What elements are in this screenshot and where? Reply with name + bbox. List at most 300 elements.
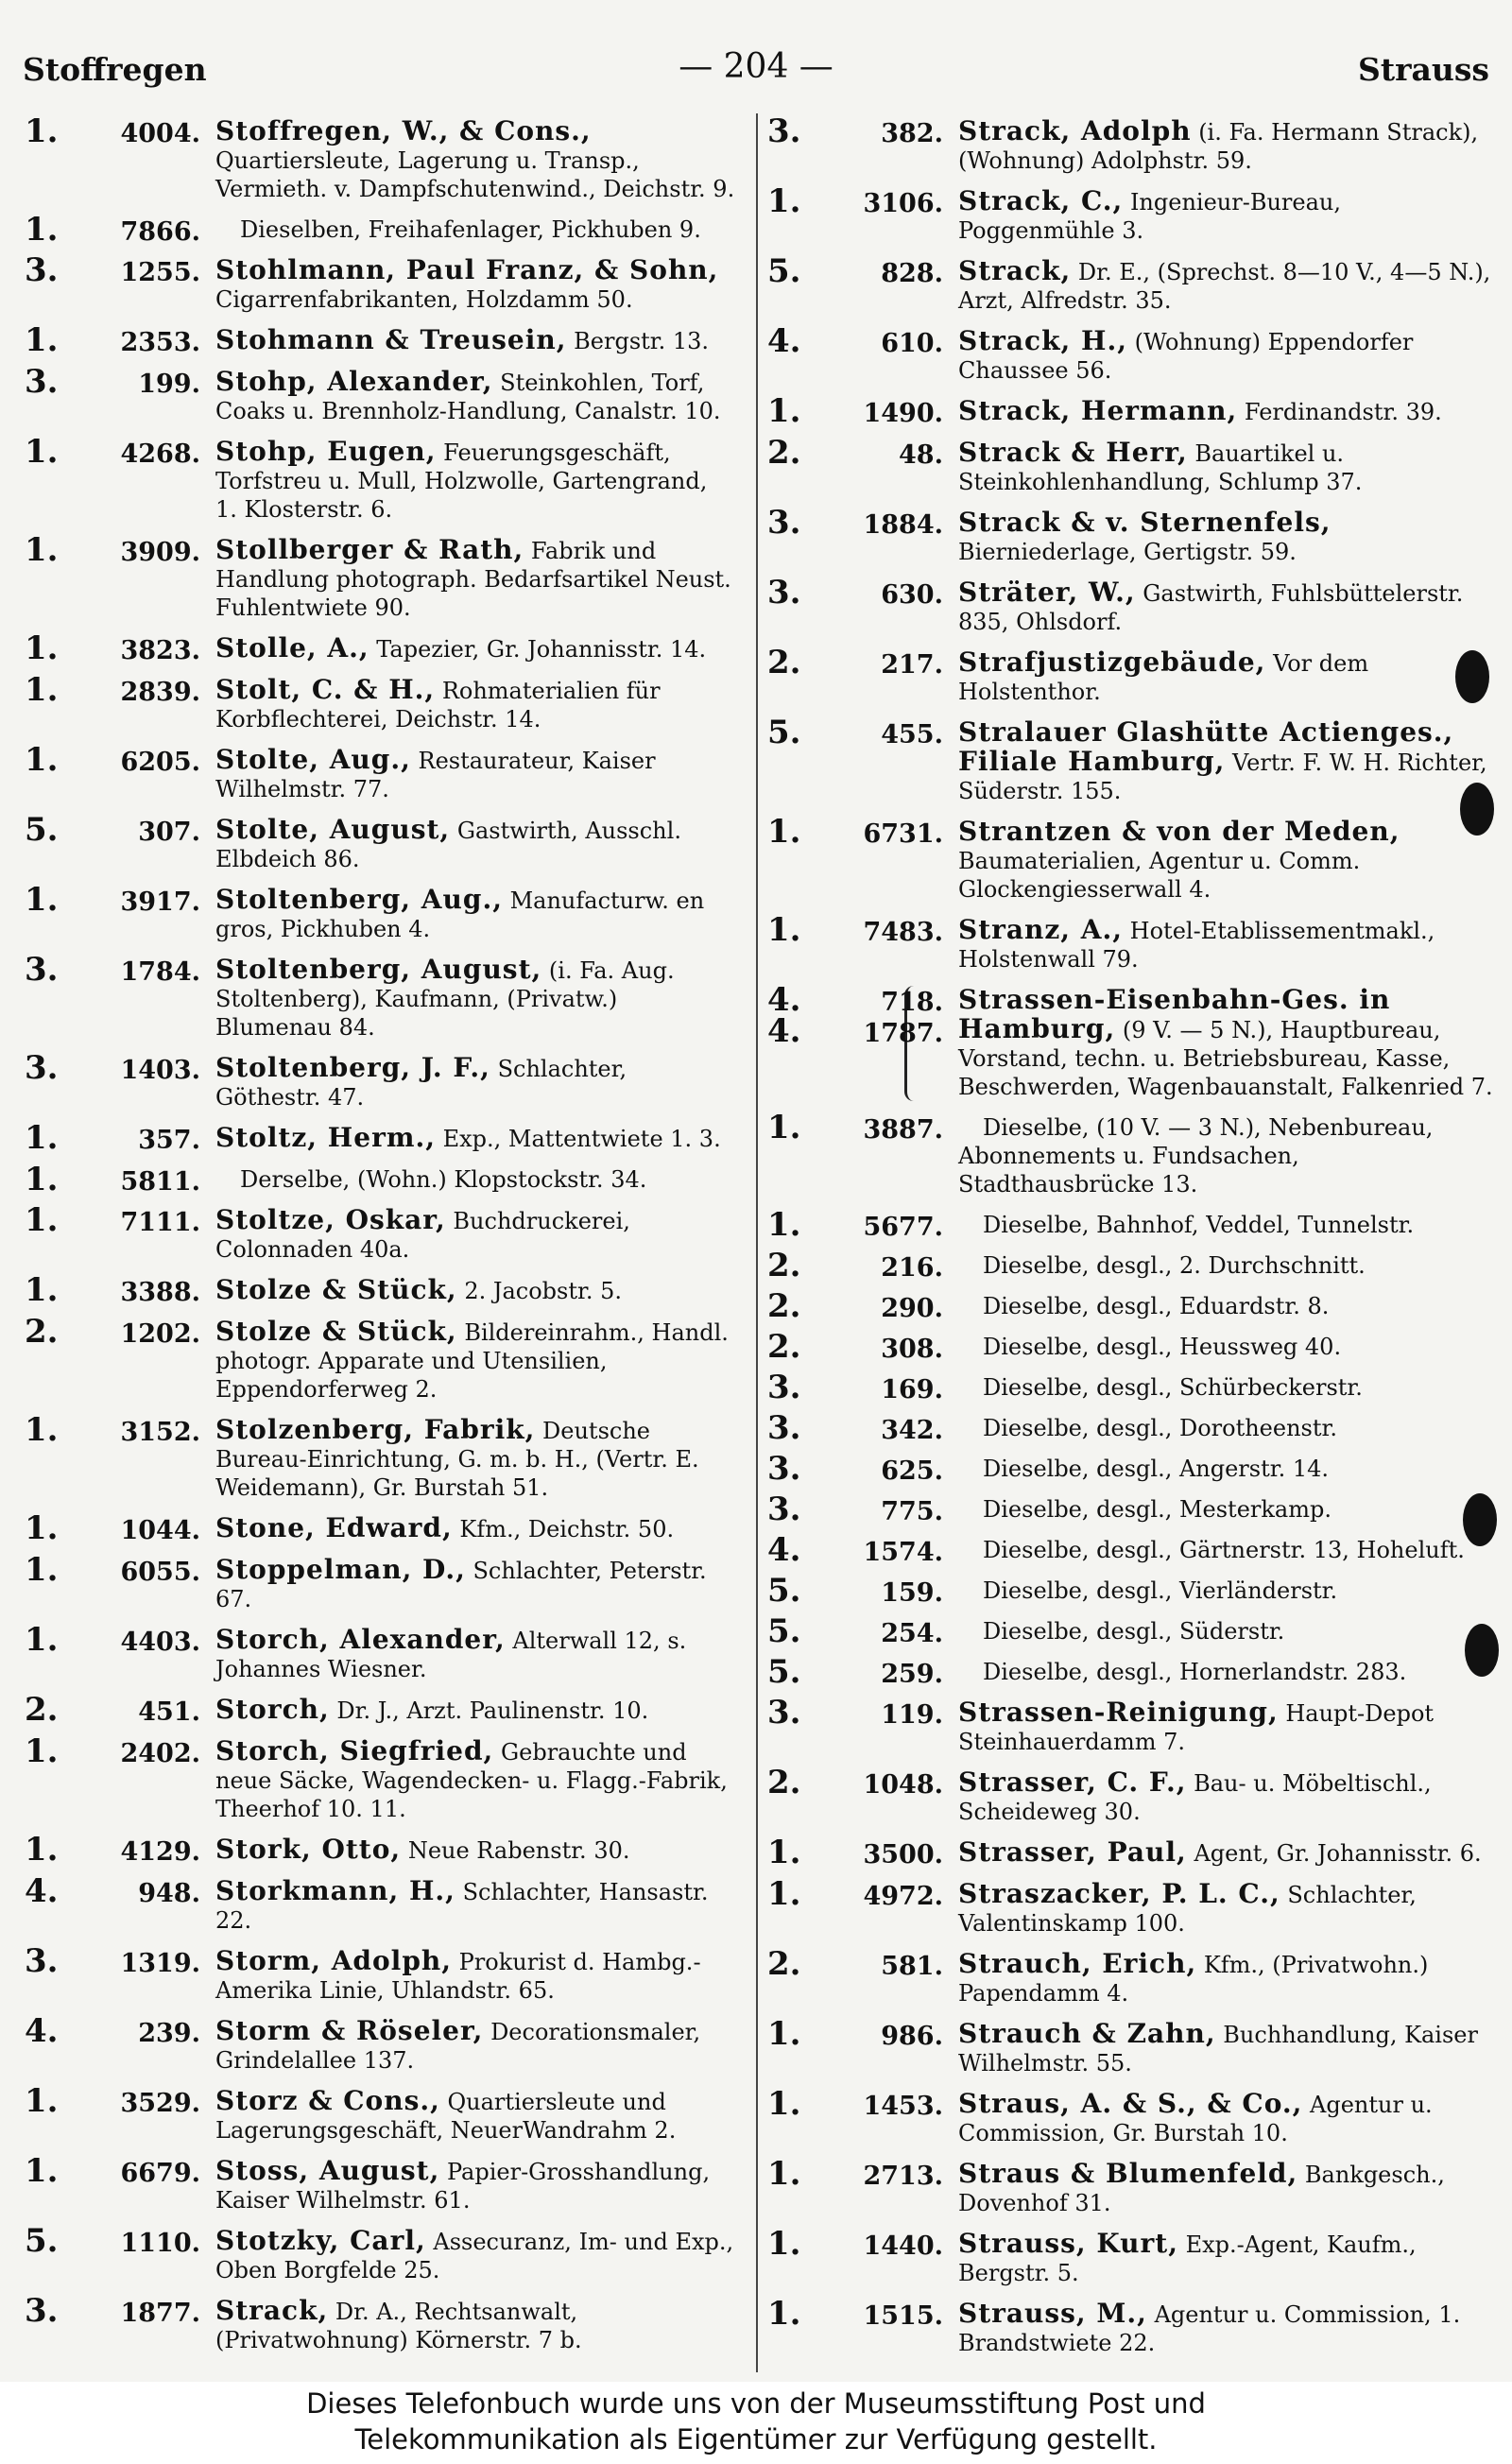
entry-number-block [25,2082,206,2120]
subscriber-name: Stolte, August, [215,814,451,845]
phone-number: 630. [881,580,943,610]
subscriber-name: Stranz, A., [958,914,1124,945]
entry-description: Cigarrenfabrikanten, Holzdamm 50. [215,286,633,313]
directory-entry [767,1247,1493,1284]
subscriber-name: Stohmann & Treusein, [215,324,567,355]
directory-entry [767,392,1493,430]
directory-entry [25,1551,735,1613]
entry-number-block [25,1551,206,1589]
exchange-zone: 3. [767,112,801,150]
entry-description: Exp.-Agent, Kaufm., Bergstr. 5. [958,2231,1417,2286]
subscriber-name: Strack, Adolph [958,115,1192,146]
phone-number: 6205. [120,748,200,777]
exchange-zone: 2. [767,644,801,681]
directory-entry [25,1732,735,1823]
phone-number: 1453. [863,2092,943,2121]
directory-entry [767,322,1493,385]
subscriber-name: Strack, C., [958,185,1124,216]
entry-description: 2. Jacobstr. 5. [464,1278,622,1304]
entry-description: Schlachter, Göthestr. 47. [215,1056,627,1111]
entry-number-block [767,1247,949,1284]
entry-description: Assecuranz, Im- und Exp., Oben Borgfelde 25. [215,2229,734,2283]
exchange-zone: 3. [25,363,59,401]
entry-description: Haupt-Depot Steinhauerdamm 7. [958,1700,1435,1755]
phone-number: 775. [881,1497,943,1526]
entry-description: Agentur u. Commission, 1. Brandstwiete 22. [958,2301,1461,2356]
entry-number-block [25,1313,206,1351]
footer-line-2: Telekommunikation als Eigentümer zur Verfügung gestellt. [354,2423,1158,2455]
phone-number: 259. [881,1660,943,1689]
entry-description: Dieselbe, desgl., Süderstr. [983,1618,1285,1645]
entry-description: Gastwirth, Ausschl. Elbdeich 86. [215,818,681,872]
exchange-zone: 1. [767,2155,801,2193]
directory-entry [25,1872,735,1935]
entry-description: Dieselben, Freihafenlager, Pickhuben 9. [240,216,701,243]
entry-description: Schlachter, Hansastr. 22. [215,1879,709,1934]
entry-description: Vor dem Holstenthor. [958,650,1369,705]
entry-description: Exp., Mattentwiete 1. 3. [442,1126,721,1152]
phone-number: 3152. [120,1418,200,1447]
directory-entry [25,1161,735,1198]
directory-entry [25,211,735,249]
entry-number-block [767,392,949,430]
subscriber-name: Stoltze, Oskar, [215,1204,446,1235]
entry-number-block [25,112,206,150]
entry-number-block [25,211,206,249]
phone-number: 4268. [120,439,200,469]
subscriber-name: Strack, Hermann, [958,395,1238,426]
entry-number-block [767,1109,949,1146]
exchange-zone: 4. [25,1872,59,1910]
exchange-zone: 1. [25,1732,59,1770]
ink-blot [1455,650,1489,703]
entry-description: Quartiersleute, Lagerung u. Transp., Vermieth. v. Dampfschutenwind., Deichstr. 9. [215,147,735,202]
entry-number-block [767,1490,949,1528]
subscriber-name: Stork, Otto, [215,1834,402,1865]
phone-number: 4004. [120,119,200,148]
exchange-zone: 1. [25,741,59,779]
entry-description: (Wohnung) Eppendorfer Chaussee 56. [958,329,1414,384]
exchange-zone: 2. [767,1945,801,1983]
phone-number: 610. [881,329,943,358]
column-divider [756,113,758,2372]
subscriber-name: Storch, Alexander, [215,1624,506,1655]
subscriber-name: Strack, H., [958,325,1127,356]
directory-entry [25,1411,735,1502]
phone-number: 159. [881,1578,943,1608]
entry-description: Dr. J., Arzt. Paulinenstr. 10. [336,1697,649,1724]
entry-number-block [767,574,949,612]
entry-number-block [25,433,206,471]
exchange-zone: 5. [25,2222,59,2260]
directory-entry [25,1831,735,1869]
exchange-zone: 2. [767,1287,801,1325]
subscriber-name: Stollberger & Rath, [215,534,524,565]
entry-description: Dieselbe, desgl., Hornerlandstr. 283. [983,1659,1407,1685]
entry-number-block [25,1732,206,1770]
subscriber-name: Straszacker, P. L. C., [958,1878,1280,1909]
directory-entry [767,1328,1493,1366]
subscriber-name: Stolt, C. & H., [215,674,436,705]
exchange-zone: 2. [25,1691,59,1729]
directory-entry [767,182,1493,245]
entry-description: Dieselbe, (10 V. — 3 N.), Nebenbureau, Abonnements u. Fundsachen, Stadthausbrücke 13. [958,1114,1434,1198]
directory-entry [25,881,735,943]
entry-description: Tapezier, Gr. Johannisstr. 14. [376,636,707,663]
exchange-zone: 4. [767,981,801,1019]
directory-entry [767,644,1493,706]
phone-number: 2402. [120,1739,200,1768]
entry-number-block [767,1206,949,1244]
entry-description: Deutsche Bureau-Einrichtung, G. m. b. H., (Vertr. E. Weidemann), Gr. Burstah 51. [215,1418,699,1501]
exchange-zone: 1. [25,1271,59,1309]
entry-number-block [25,2292,206,2330]
phone-number: 948. [138,1879,200,1908]
directory-entry [25,2222,735,2284]
exchange-zone: 1. [767,392,801,430]
exchange-zone: 1. [767,1875,801,1913]
entry-number-block [767,1653,949,1691]
subscriber-name: Stolte, Aug., [215,744,411,775]
phone-number: 1490. [863,399,943,428]
exchange-zone: 3. [767,1409,801,1447]
entry-description: Vertr. F. W. H. Richter, Süderstr. 155. [958,750,1487,804]
subscriber-name: Strauch, Erich, [958,1948,1197,1979]
phone-number: 1255. [120,258,200,287]
directory-entry [767,1206,1493,1244]
phone-number: 357. [138,1126,200,1155]
entry-number-block [25,1691,206,1729]
entry-number-block [767,2295,949,2333]
directory-entry [25,112,735,203]
entry-description: Bankgesch., Dovenhof 31. [958,2162,1445,2216]
subscriber-name: Storch, Siegfried, [215,1735,494,1766]
footer-line-1: Dieses Telefonbuch wurde uns von der Museumsstiftung Post und [306,2387,1206,2420]
subscriber-name: Strantzen & von der Meden, [958,816,1400,847]
entry-description: Dieselbe, desgl., Schürbeckerstr. [983,1374,1363,1401]
exchange-zone: 2. [25,1313,59,1351]
subscriber-name: Stolze & Stück, [215,1316,457,1347]
phone-number: 4403. [120,1628,200,1657]
ink-blot [1460,783,1494,836]
exchange-zone: 1. [25,671,59,709]
phone-number: 1877. [120,2299,200,2328]
phone-number: 254. [881,1619,943,1648]
phone-number: 2353. [120,328,200,357]
directory-entry [767,981,1493,1101]
directory-entry [25,1621,735,1683]
phone-number: 3887. [863,1115,943,1145]
directory-entry [767,1572,1493,1610]
entry-description: Neue Rabenstr. 30. [407,1837,630,1864]
directory-entry [767,252,1493,315]
ink-blot [1465,1624,1499,1677]
exchange-zone: 2. [767,1328,801,1366]
ink-blot [1463,1493,1497,1546]
phone-number: 217. [881,650,943,680]
entry-number-block [25,671,206,709]
exchange-zone: 1. [767,911,801,949]
directory-entry [767,1450,1493,1488]
exchange-zone: 2. [767,1247,801,1284]
entry-description: Feuerungsgeschäft, Torfstreu u. Mull, Holzwolle, Gartengrand, 1. Klosterstr. 6. [215,439,708,523]
subscriber-name: Strassen-Reinigung, [958,1697,1279,1728]
subscriber-name: Stoppelman, D., [215,1554,466,1585]
subscriber-name: Straus & Blumenfeld, [958,2158,1298,2189]
phone-number: 581. [881,1952,943,1981]
directory-entry [25,1201,735,1264]
phone-number: 3917. [120,887,200,917]
phone-number: 1884. [863,510,943,540]
phone-number: 986. [881,2022,943,2051]
subscriber-name: Stoss, August, [215,2155,440,2186]
exchange-zone: 1. [25,321,59,359]
entry-number-block [767,981,949,1050]
phone-number: 1784. [120,957,200,987]
entry-description: Agentur u. Commission, Gr. Burstah 10. [958,2092,1433,2146]
directory-entry [25,1509,735,1547]
entry-description: Dieselbe, Bahnhof, Veddel, Tunnelstr. [983,1212,1415,1238]
phone-number: 1110. [120,2229,200,2258]
directory-entry [767,504,1493,566]
entry-description: Restaurateur, Kaiser Wilhelmstr. 77. [215,748,656,802]
entry-number-block [767,182,949,220]
directory-entry [25,1691,735,1729]
entry-number-block [767,322,949,360]
phone-number: 2713. [863,2162,943,2191]
entry-number-block [25,1161,206,1198]
phone-number: 1574. [863,1538,943,1567]
exchange-zone: 4. [767,1012,801,1050]
subscriber-name: Strack, [958,255,1072,286]
entry-number-block [25,1411,206,1449]
directory-entry [25,951,735,1042]
entry-number-block [25,321,206,359]
exchange-zone: 1. [767,1109,801,1146]
entry-description: Dieselbe, desgl., Angerstr. 14. [983,1456,1329,1482]
exchange-zone: 1. [25,531,59,569]
directory-entry [767,112,1493,175]
directory-entry [25,811,735,873]
directory-entry [767,1409,1493,1447]
directory-entry [25,433,735,524]
directory-entry [767,714,1493,805]
entry-description: Derselbe, (Wohn.) Klopstockstr. 34. [240,1166,647,1193]
entry-description: Schlachter, Peterstr. 67. [215,1558,707,1612]
entry-description: Agent, Gr. Johannisstr. 6. [1194,1840,1482,1867]
exchange-zone: 3. [767,1490,801,1528]
directory-entry [25,2082,735,2145]
entry-number-block [767,434,949,472]
phone-number: 6731. [863,819,943,849]
entry-number-block [767,1328,949,1366]
exchange-zone: 1. [767,1834,801,1871]
entry-description: Bierniederlage, Gertigstr. 59. [958,539,1297,565]
exchange-zone: 4. [767,322,801,360]
exchange-zone: 1. [25,629,59,667]
subscriber-name: Strasser, C. F., [958,1766,1187,1798]
directory-entry [25,531,735,622]
exchange-zone: 2. [767,434,801,472]
entry-description: Prokurist d. Hambg.-Amerika Linie, Uhlandstr. 65. [215,1949,701,2004]
phone-number: 1044. [120,1516,200,1545]
phone-number: 6679. [120,2159,200,2188]
exchange-zone: 1. [25,1831,59,1869]
entry-number-block [25,2012,206,2050]
entry-number-block [25,531,206,569]
entry-number-block [767,252,949,290]
entry-description: Dieselbe, desgl., Gärtnerstr. 13, Hoheluft. [983,1537,1465,1563]
entry-number-block [767,2225,949,2263]
entry-number-block [25,1872,206,1910]
entry-description: Dieselbe, desgl., Mesterkamp. [983,1496,1332,1523]
directory-entry [767,1764,1493,1826]
entry-number-block [767,1612,949,1650]
phone-number: 625. [881,1456,943,1486]
phone-number: 169. [881,1375,943,1404]
subscriber-name: Strack & Herr, [958,437,1188,468]
exchange-zone: 1. [767,2225,801,2263]
directory-entry [25,363,735,425]
entry-number-block [767,1450,949,1488]
exchange-zone: 1. [767,2085,801,2123]
subscriber-name: Stoltz, Herm., [215,1122,436,1153]
exchange-zone: 3. [767,574,801,612]
exchange-zone: 3. [25,1049,59,1087]
directory-entry [767,1287,1493,1325]
entry-number-block [25,629,206,667]
directory-entry [767,1109,1493,1198]
entry-description: Dr. E., (Sprechst. 8—10 V., 4—5 N.), Arzt, Alfredstr. 35. [958,259,1491,314]
entry-description: Decorationsmaler, Grindelallee 137. [215,2019,701,2074]
exchange-zone: 5. [767,252,801,290]
exchange-zone: 1. [25,1621,59,1659]
phone-number: 1403. [120,1056,200,1085]
subscriber-name: Stolle, A., [215,632,369,663]
subscriber-name: Sträter, W., [958,577,1136,608]
phone-number: 48. [899,440,943,470]
entry-number-block [25,1942,206,1980]
exchange-zone: 5. [767,1653,801,1691]
entry-number-block [767,1572,949,1610]
entry-number-block [767,2155,949,2193]
directory-entry [25,1049,735,1111]
subscriber-name: Strauss, M., [958,2298,1147,2329]
subscriber-name: Stoltenberg, J. F., [215,1052,490,1083]
phone-number: 6055. [120,1558,200,1587]
exchange-zone: 1. [767,2295,801,2333]
subscriber-name: Strauch & Zahn, [958,2018,1216,2049]
entry-description: Fabrik und Handlung photograph. Bedarfsartikel Neust. Fuhlentwiete 90. [215,538,731,621]
phone-number: 4972. [863,1882,943,1911]
entry-number-block [767,112,949,150]
entry-number-block [767,1409,949,1447]
entry-number-block [25,741,206,779]
entry-number-block [767,714,949,751]
entry-description: Quartiersleute und Lagerungsgeschäft, NeuerWandrahm 2. [215,2089,677,2144]
directory-entry [25,2292,735,2354]
phone-number: 119. [881,1700,943,1730]
exchange-zone: 1. [767,813,801,851]
directory-entry [767,813,1493,904]
exchange-zone: 1. [767,1206,801,1244]
exchange-zone: 1. [25,433,59,471]
exchange-zone: 5. [767,714,801,751]
phone-number: 7483. [863,918,943,947]
exchange-zone: 4. [767,1531,801,1569]
phone-number: 2839. [120,678,200,707]
entry-description: Buchhandlung, Kaiser Wilhelmstr. 55. [958,2022,1478,2076]
exchange-zone: 3. [767,1450,801,1488]
entry-number-block [25,1271,206,1309]
entry-description: Dieselbe, desgl., 2. Durchschnitt. [983,1252,1366,1279]
directory-entry [25,1942,735,2005]
directory-entry [767,1369,1493,1406]
subscriber-name: Stralauer Glashütte Actienges., Filiale Hamburg, [958,716,1454,777]
exchange-zone: 3. [25,1942,59,1980]
directory-entry [767,1531,1493,1569]
entry-description: Bergstr. 13. [574,328,710,354]
directory-entry [25,1313,735,1404]
entry-number-block [25,363,206,401]
entry-number-block [25,2222,206,2260]
exchange-zone: 1. [25,2082,59,2120]
subscriber-name: Stohp, Alexander, [215,366,493,397]
entry-description: Dieselbe, desgl., Dorotheenstr. [983,1415,1337,1441]
entry-description: Kfm., Deichstr. 50. [459,1516,675,1542]
entry-number-block [767,813,949,851]
subscriber-name: Stolzenberg, Fabrik, [215,1414,536,1445]
right-column [767,112,1493,2369]
entry-description: Baumaterialien, Agentur u. Comm. Glockengiesserwall 4. [958,848,1361,903]
entry-description: Dieselbe, desgl., Eduardstr. 8. [983,1293,1330,1319]
phone-number: 451. [138,1697,200,1727]
subscriber-name: Storm & Röseler, [215,2015,484,2046]
entry-number-block [767,1694,949,1732]
subscriber-name: Straus, A. & S., & Co., [958,2088,1303,2119]
exchange-zone: 4. [25,2012,59,2050]
entry-description: Dieselbe, desgl., Vierländerstr. [983,1577,1338,1604]
entry-number-block [25,251,206,289]
exchange-zone: 5. [767,1612,801,1650]
exchange-zone: 1. [767,2015,801,2053]
directory-entry [25,2152,735,2214]
entry-description: Bau- u. Möbeltischl., Scheideweg 30. [958,1770,1432,1825]
entry-description: Bauartikel u. Steinkohlenhandlung, Schlump 37. [958,440,1363,495]
directory-entry [767,1945,1493,2007]
phone-number: 5677. [863,1213,943,1242]
left-column [25,112,735,2367]
exchange-zone: 3. [25,251,59,289]
page-number: — 204 — [679,47,833,86]
header-right-keyword: Strauss [1358,51,1489,88]
entry-number-block [767,911,949,949]
directory-entry [767,434,1493,496]
header-left-keyword: Stoffregen [23,51,207,88]
phone-number: 3823. [120,636,200,665]
directory-entry [25,741,735,803]
phone-number: 1319. [120,1949,200,1978]
directory-entry [767,1875,1493,1938]
entry-description: Dieselbe, desgl., Heussweg 40. [983,1334,1342,1360]
entry-number-block [25,1831,206,1869]
phone-number: 216. [881,1253,943,1283]
entry-description: Manufacturw. en gros, Pickhuben 4. [215,887,705,942]
exchange-zone: 3. [767,1369,801,1406]
entry-number-block [767,1834,949,1871]
entry-description: Alterwall 12, s. Johannes Wiesner. [215,1628,687,1682]
directory-entry [767,2225,1493,2287]
